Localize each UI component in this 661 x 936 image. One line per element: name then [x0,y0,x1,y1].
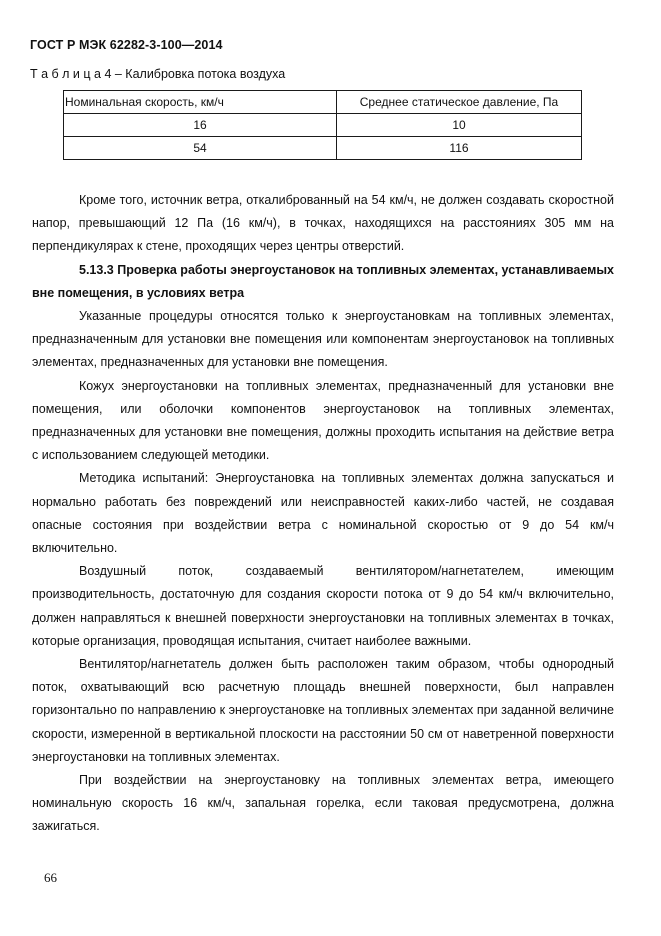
table-cell: 10 [337,114,582,137]
body-text [32,189,614,839]
table-header-row [64,91,582,114]
paragraph-pilot-burner: При воздействии на энергоустановку на топливных элементах ветра, имеющего номинальную скорость 16 км/ч, запальная горелка, если таковая предусмотрена, должна зажигаться. [32,773,614,834]
paragraph-airflow: Воздушный поток, создаваемый вентилятором/нагнетателем, имеющим производительность, достаточную для создания скорости потока от 9 до 54 км/ч включительно, должен направляться к внешней поверхности энергоустановки на топливных элементах в точках, которые организация, проводящая испытания, считает наиболее важными. [32,564,614,648]
page-number: 66 [44,870,57,885]
table-cell: 116 [337,137,582,160]
paragraph-fan-position: Вентилятор/нагнетатель должен быть расположен таким образом, чтобы однородный поток, охватывающий всю расчетную площадь внешней поверхности, был направлен горизонтально по направлению к энергоустановке на топливных элементах при заданной величине скорости, измеренной в вертикальной плоскости на расстоянии 50 см от наветренной поверхности энергоустановки на топливных элементах. [32,657,614,764]
column-header-speed: Номинальная скорость, км/ч [64,91,337,114]
document-header: ГОСТ Р МЭК 62282-3-100—2014 [30,38,223,52]
paragraph-scope: Указанные процедуры относятся только к энергоустановкам на топливных элементах, предназначенным для установки вне помещения или компонентам энергоустановок на топливных элементах, предназначенных для установки вне помещения. [32,309,614,370]
calibration-table [63,90,582,160]
table-caption: Т а б л и ц а 4 – Калибровка потока воздуха [30,67,286,81]
table-row [64,114,582,137]
paragraph-test-method: Методика испытаний: Энергоустановка на топливных элементах должна запускаться и нормально работать без повреждений или неисправностей каких-либо частей, не создавая опасные состояния при воздействии ветра с номинальной скоростью от 9 до 54 км/ч включительно. [32,471,614,556]
table-cell: 16 [64,114,337,137]
paragraph-wind-source: Кроме того, источник ветра, откалиброванный на 54 км/ч, не должен создавать скоростной напор, превышающий 12 Па (16 км/ч), в точках, находящихся на расстояниях 305 мм на перпендикулярах к стене, проходящих через центры отверстий. [32,193,614,254]
column-header-pressure: Среднее статическое давление, Па [337,91,582,114]
table-row [64,137,582,160]
section-heading: 5.13.3 Проверка работы энергоустановок на топливных элементах, устанавливаемых вне помещения, в условиях ветра [32,262,614,300]
table-cell: 54 [64,137,337,160]
paragraph-enclosure: Кожух энергоустановки на топливных элементах, предназначенный для установки вне помещения, или оболочки компонентов энергоустановок на топливных элементах, предназначенных для установки вне помещения, должны проходить испытания на действие ветра с использованием следующей методики. [32,378,614,463]
